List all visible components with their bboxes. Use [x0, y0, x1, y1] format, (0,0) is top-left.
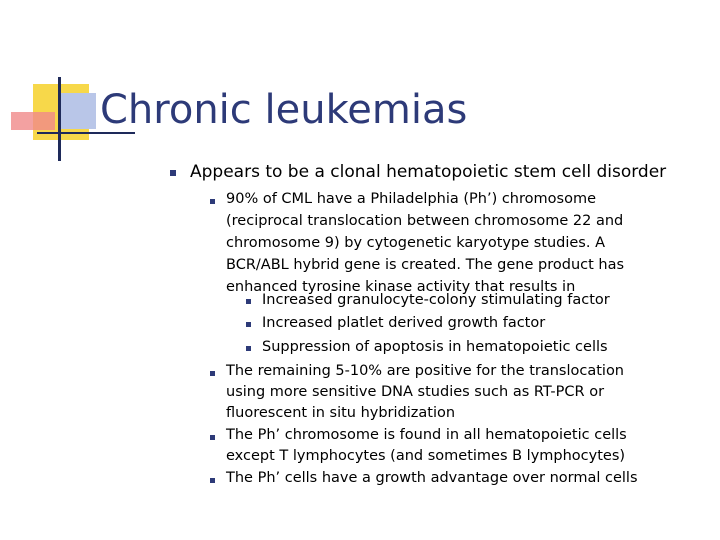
sub-bullet-line: The remaining 5-10% are positive for the translocation [226, 363, 624, 379]
sub-bullet-square-icon [210, 199, 215, 204]
sub-bullet-line: fluorescent in situ hybridization [226, 405, 456, 421]
sub-bullet-line: 90% of CML have a Philadelphia (Ph’) chromosome [226, 191, 596, 207]
sub-sub-bullet-text: Increased granulocyte-colony stimulating factor [262, 292, 610, 308]
sub-sub-bullet-square-icon [246, 299, 251, 304]
sub-bullet-square-icon [210, 435, 215, 440]
decor-vertical-line [58, 77, 61, 161]
sub-bullet-line: The Ph’ chromosome is found in all hematopoietic cells [226, 427, 627, 443]
decor-red-bar [11, 112, 55, 130]
sub-bullet-square-icon [210, 478, 215, 483]
sub-bullet-line: chromosome 9) by cytogenetic karyotype studies. A [226, 235, 605, 251]
sub-bullet-line: using more sensitive DNA studies such as RT-PCR or [226, 384, 605, 400]
sub-sub-bullet-text: Increased platlet derived growth factor [262, 315, 546, 331]
decor-blue-square [58, 93, 96, 129]
sub-bullet-line: The Ph’ cells have a growth advantage over normal cells [226, 470, 638, 486]
sub-sub-bullet-text: Suppression of apoptosis in hematopoietic cells [262, 339, 608, 355]
slide-title: Chronic leukemias [100, 87, 468, 133]
sub-bullet-line: enhanced tyrosine kinase activity that results in [226, 279, 576, 295]
sub-bullet-line: except T lymphocytes (and sometimes B lymphocytes) [226, 448, 626, 464]
sub-sub-bullet-square-icon [246, 322, 251, 327]
bullet-square-icon [170, 170, 176, 176]
sub-bullet-line: BCR/ABL hybrid gene is created. The gene product has [226, 257, 625, 273]
bullet-text: Appears to be a clonal hematopoietic stem cell disorder [190, 162, 667, 182]
sub-sub-bullet-square-icon [246, 346, 251, 351]
sub-bullet-square-icon [210, 371, 215, 376]
sub-bullet-line: (reciprocal translocation between chromosome 22 and [226, 213, 624, 229]
